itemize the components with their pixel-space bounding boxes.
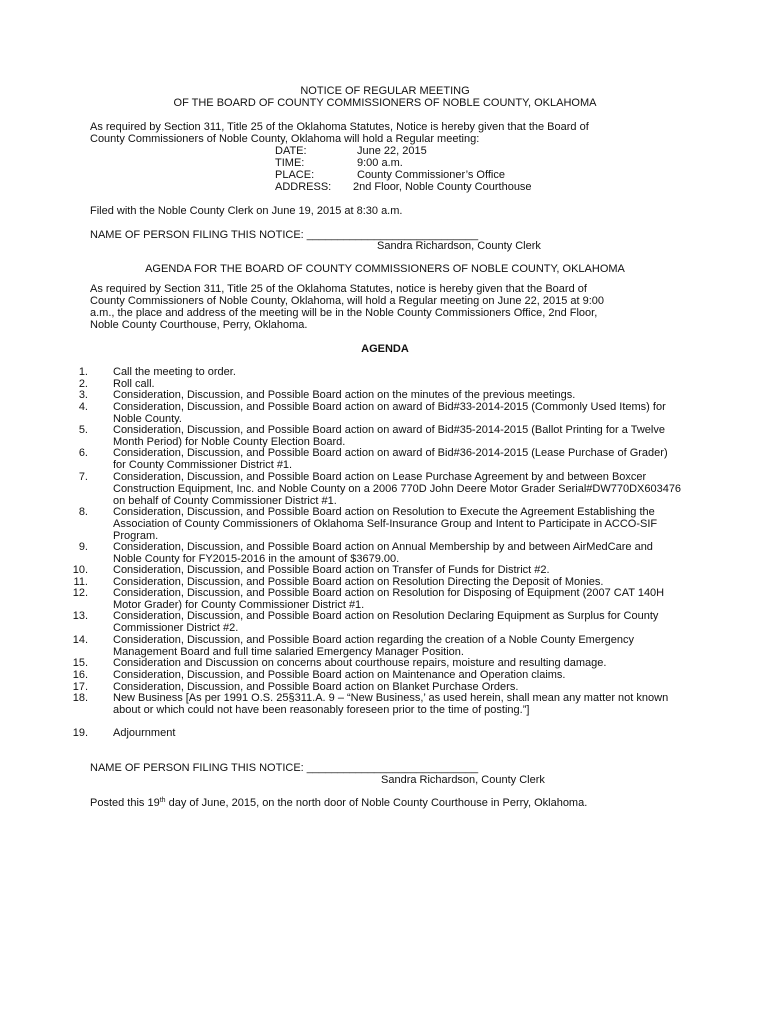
agenda-heading: AGENDA FOR THE BOARD OF COUNTY COMMISSIONERS OF NOBLE COUNTY, OKLAHOMA — [145, 263, 625, 275]
agenda-item-text: New Business [As per 1991 O.S. 25§311.A. 9 – “New Business,’ as used herein, shall mean any matter not known about or which could not have been reasonably foreseen prior to the time of posting.”] — [113, 692, 669, 716]
agenda-item-text: Consideration, Discussion, and Possible Board action on Resolution Directing the Deposit of Monies. — [113, 576, 604, 588]
notice-title-line2: OF THE BOARD OF COUNTY COMMISSIONERS OF NOBLE COUNTY, OKLAHOMA — [173, 97, 597, 109]
agenda-item-number: 16. — [72, 669, 88, 681]
agenda-item-number: 7. — [78, 471, 88, 483]
agenda-item-text: Consideration, Discussion, and Possible Board action on Annual Membership by and between AirMedCare and Noble County for FY2015-2016 in the amount of $3679.00. — [113, 541, 653, 565]
agenda-item-text: Consideration, Discussion, and Possible Board action on Resolution for Disposing of Equipment (2007 CAT 140H Motor Grader) for County Commissioner District #1. — [113, 587, 665, 611]
detail-date-label: DATE: — [275, 145, 307, 157]
filer-name: Sandra Richardson, County Clerk — [377, 240, 541, 252]
detail-address-label: ADDRESS: — [275, 181, 332, 193]
agenda-item-text: Consideration, Discussion, and Possible Board action on Lease Purchase Agreement by and between Boxcer Construction Equipment, Inc. and Noble County on a 2006 770D John Deere Motor Grader Serial#DW770DX603476 on behalf of County Commissioner District #1. — [113, 471, 682, 507]
agenda-intro-line2: County Commissioners of Noble County, Oklahoma, will hold a Regular meeting on June 22, 2015 at 9:00 — [90, 295, 605, 307]
agenda-item-text: Consideration, Discussion, and Possible Board action on Transfer of Funds for District #2. — [113, 564, 550, 576]
agenda-item-text: Consideration, Discussion, and Possible Board action regarding the creation of a Noble County Emergency Management Board and full time salaried Emergency Manager Position. — [113, 634, 634, 658]
detail-place-value: County Commissioner’s Office — [357, 169, 505, 181]
detail-time-value: 9:00 a.m. — [357, 157, 403, 169]
agenda-item-number: 8. — [78, 506, 88, 518]
detail-date-value: June 22, 2015 — [357, 145, 427, 157]
agenda-item-number: 5. — [78, 424, 88, 436]
detail-place-label: PLACE: — [275, 169, 315, 181]
agenda-item-number: 12. — [72, 587, 88, 599]
notice-title-line1: NOTICE OF REGULAR MEETING — [300, 85, 470, 97]
posted-text-start: Posted this 19 — [90, 797, 160, 809]
agenda-intro-line1: As required by Section 311, Title 25 of the Oklahoma Statutes, notice is hereby given that the Board of — [90, 283, 587, 295]
agenda-item-text: Consideration, Discussion, and Possible Board action on award of Bid#36-2014-2015 (Lease Purchase of Grader) for County Commissioner District #1. — [113, 447, 668, 471]
agenda-item-text: Consideration, Discussion, and Possible Board action on Maintenance and Operation claims. — [113, 669, 566, 681]
agenda-item-number: 18. — [72, 692, 88, 704]
agenda-item-number: 1. — [78, 366, 88, 378]
filer-label: NAME OF PERSON FILING THIS NOTICE: ____________________________ — [90, 229, 479, 241]
agenda-item-text: Adjournment — [113, 727, 176, 739]
notice-intro-line1: As required by Section 311, Title 25 of the Oklahoma Statutes, Notice is hereby given that the Board of — [90, 121, 589, 133]
filed-statement: Filed with the Noble County Clerk on June 19, 2015 at 8:30 a.m. — [90, 205, 403, 217]
agenda-item-number: 10. — [72, 564, 88, 576]
agenda-item-text: Call the meeting to order. — [113, 366, 236, 378]
agenda-item-number: 15. — [72, 657, 88, 669]
agenda-item-text: Consideration, Discussion, and Possible Board action on award of Bid#35-2014-2015 (Ballot Printing for a Twelve Month Period) for Noble County Election Board. — [113, 424, 665, 448]
detail-time-label: TIME: — [275, 157, 305, 169]
notice-intro-line2: County Commissioners of Noble County, Oklahoma will hold a Regular meeting: — [90, 133, 480, 145]
agenda-item-number: 9. — [78, 541, 88, 553]
agenda-item-number: 2. — [78, 378, 88, 390]
agenda-intro-line4: Noble County Courthouse, Perry, Oklahoma. — [90, 319, 308, 331]
agenda-item-text: Consideration, Discussion, and Possible Board action on Resolution Declaring Equipment as Surplus for County Commissioner District #2. — [113, 610, 659, 634]
closing-filer-label: NAME OF PERSON FILING THIS NOTICE: ____________________________ — [90, 762, 479, 774]
agenda-item-number: 17. — [72, 681, 88, 693]
agenda-item-number: 3. — [78, 389, 88, 401]
agenda-item-text: Consideration and Discussion on concerns about courthouse repairs, moisture and resulting damage. — [113, 657, 607, 669]
agenda-item-number: 13. — [72, 610, 88, 622]
closing-filer-name: Sandra Richardson, County Clerk — [381, 774, 545, 786]
agenda-item-number: 11. — [73, 576, 88, 588]
agenda-item-number: 14. — [72, 634, 88, 646]
posted-ordinal-suffix: th — [159, 797, 166, 804]
posted-statement — [90, 797, 587, 809]
agenda-item-text: Consideration, Discussion, and Possible Board action on Blanket Purchase Orders. — [113, 681, 519, 693]
agenda-item-text: Consideration, Discussion, and Possible Board action on award of Bid#33-2014-2015 (Commonly Used Items) for Noble County. — [113, 401, 666, 425]
detail-address-value: 2nd Floor, Noble County Courthouse — [353, 181, 532, 193]
posted-text-end: day of June, 2015, on the north door of Noble County Courthouse in Perry, Oklahoma. — [165, 797, 588, 809]
agenda-intro-line3: a.m., the place and address of the meeting will be in the Noble County Commissioners Office, 2nd Floor, — [90, 307, 598, 319]
agenda-item-number: 19. — [72, 727, 88, 739]
agenda-item-text: Consideration, Discussion, and Possible Board action on Resolution to Execute the Agreement Establishing the Association of County Commissioners of Oklahoma Self-Insurance Group and Intent to Participate in ACCO-SIF Program. — [113, 506, 658, 542]
agenda-item-number: 6. — [78, 447, 88, 459]
agenda-item-number: 4. — [78, 401, 88, 413]
agenda-item-text: Consideration, Discussion, and Possible Board action on the minutes of the previous meetings. — [113, 389, 576, 401]
agenda-label: AGENDA — [361, 343, 409, 355]
agenda-item-text: Roll call. — [113, 378, 155, 390]
